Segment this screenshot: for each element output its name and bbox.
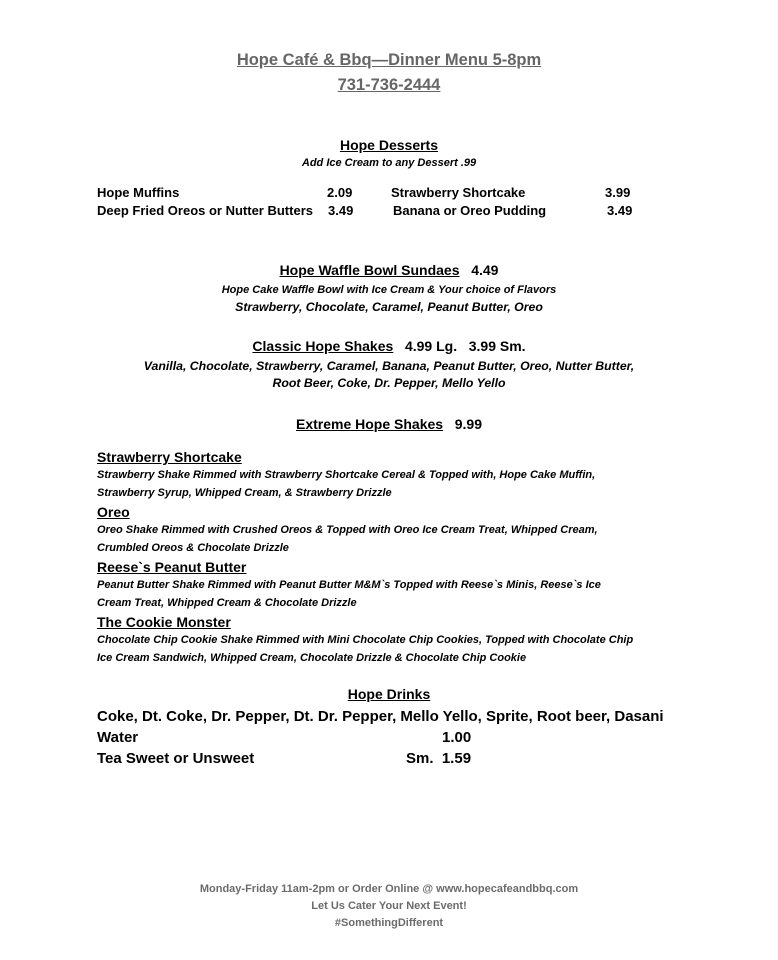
- extreme-shake-name: Strawberry Shortcake: [97, 449, 242, 465]
- footer-hashtag: #SomethingDifferent: [334, 917, 444, 929]
- classic-shakes-price: 4.99 Lg. 3.99 Sm.: [404, 338, 526, 354]
- extreme-shake-description: Cream Treat, Whipped Cream & Chocolate Drizzle: [97, 597, 357, 609]
- sundaes-description: Hope Cake Waffle Bowl with Ice Cream & Your choice of Flavors: [221, 284, 557, 296]
- dessert-price: 3.49: [328, 203, 354, 218]
- sundaes-price: 4.49: [471, 262, 499, 278]
- drink-water-price: 1.00: [442, 729, 472, 746]
- phone-number: 731-736-2444: [337, 76, 441, 94]
- extreme-shake-name: The Cookie Monster: [97, 614, 231, 630]
- dessert-price: 2.09: [327, 185, 353, 200]
- classic-shakes-flavors: Vanilla, Chocolate, Strawberry, Caramel, Banana, Peanut Butter, Oreo, Nutter Butter,: [143, 359, 635, 373]
- classic-shakes-heading: [0, 338, 778, 354]
- extreme-shake-description: Oreo Shake Rimmed with Crushed Oreos & Topped with Oreo Ice Cream Treat, Whipped Cream,: [97, 524, 598, 536]
- dessert-name: Hope Muffins: [97, 185, 180, 200]
- dessert-price: 3.99: [605, 185, 631, 200]
- drink-tea-price: Sm. 1.59: [406, 750, 472, 767]
- sundaes-flavors: Strawberry, Chocolate, Caramel, Peanut Butter, Oreo: [235, 300, 543, 314]
- footer-catering: Let Us Cater Your Next Event!: [311, 900, 467, 912]
- desserts-note: Add Ice Cream to any Dessert .99: [301, 157, 477, 169]
- dessert-price: 3.49: [607, 203, 633, 218]
- drink-water-label: Water: [97, 729, 139, 746]
- extreme-shake-description: Crumbled Oreos & Chocolate Drizzle: [97, 542, 289, 554]
- extreme-shake-name: Reese`s Peanut Butter: [97, 559, 247, 575]
- extreme-shake-name: Oreo: [97, 504, 130, 520]
- extreme-shake-description: Chocolate Chip Cookie Shake Rimmed with Mini Chocolate Chip Cookies, Topped with Chocolate Chip: [97, 634, 634, 646]
- drinks-sodas: Coke, Dt. Coke, Dr. Pepper, Dt. Dr. Pepper, Mello Yello, Sprite, Root beer, Dasani: [97, 708, 664, 725]
- sundaes-heading: [0, 262, 778, 278]
- drinks-title: Hope Drinks: [347, 686, 431, 702]
- extreme-shake-description: Strawberry Syrup, Whipped Cream, & Strawberry Drizzle: [97, 487, 392, 499]
- extreme-shakes-title: Extreme Hope Shakes: [296, 416, 444, 432]
- drink-tea-label: Tea Sweet or Unsweet: [97, 750, 255, 767]
- page-title: Hope Café & Bbq—Dinner Menu 5-8pm: [236, 51, 542, 69]
- sundaes-title: Hope Waffle Bowl Sundaes: [279, 262, 460, 278]
- dessert-name: Deep Fried Oreos or Nutter Butters: [97, 203, 313, 218]
- extreme-shakes-price: 9.99: [454, 416, 482, 432]
- extreme-shake-description: Peanut Butter Shake Rimmed with Peanut Butter M&M`s Topped with Reese`s Minis, Reese`s Ice: [97, 579, 601, 591]
- dessert-name: Banana or Oreo Pudding: [393, 203, 547, 218]
- classic-shakes-title: Classic Hope Shakes: [252, 338, 394, 354]
- extreme-shakes-heading: [0, 416, 778, 432]
- desserts-title: Hope Desserts: [339, 137, 439, 153]
- footer-hours-online: Monday-Friday 11am-2pm or Order Online @ www.hopecafeandbbq.com: [199, 883, 579, 895]
- classic-shakes-flavors: Root Beer, Coke, Dr. Pepper, Mello Yello: [272, 376, 506, 390]
- extreme-shake-description: Strawberry Shake Rimmed with Strawberry Shortcake Cereal & Topped with, Hope Cake Muffin,: [97, 469, 596, 481]
- dessert-name: Strawberry Shortcake: [391, 185, 526, 200]
- extreme-shake-description: Ice Cream Sandwich, Whipped Cream, Chocolate Drizzle & Chocolate Chip Cookie: [97, 652, 527, 664]
